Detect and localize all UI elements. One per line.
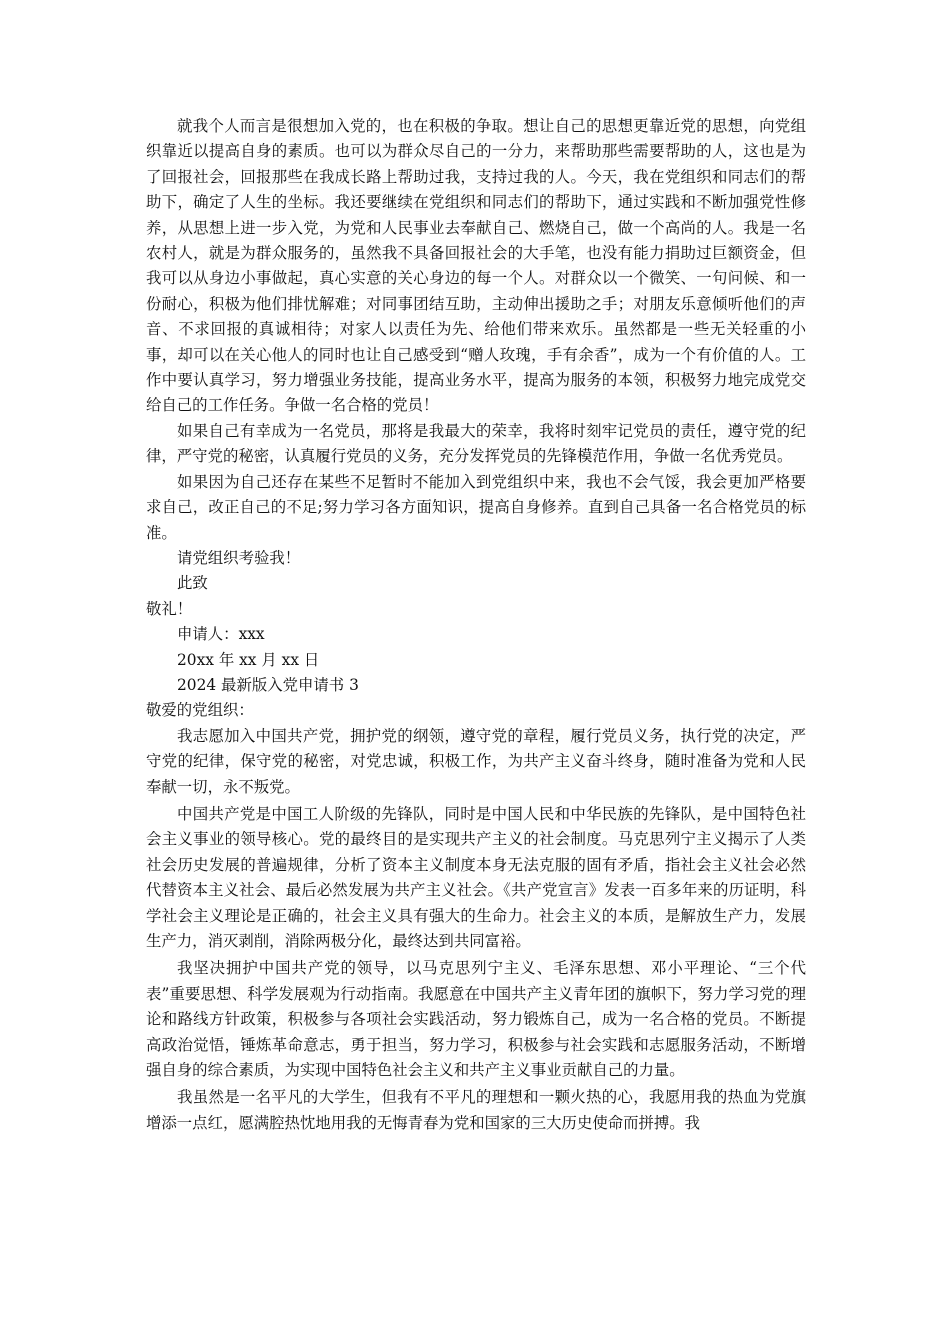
paragraph-aspiration: 我虽然是一名平凡的大学生，但我有不平凡的理想和一颗火热的心，我愿用我的热血为党旗增添一点红，愿满腔热忱地用我的无悔青春为党和国家的三大历史使命而拼搏。我: [146, 1088, 806, 1132]
applicant-line: 申请人：xxx: [177, 625, 265, 644]
closing-line: 请党组织考验我！: [177, 548, 301, 567]
date-line: 20xx 年 xx 月 xx 日: [177, 650, 320, 669]
paragraph-self-improvement: 如果因为自己还存在某些不足暂时不能加入到党组织中来，我也不会气馁，我会更加严格要求自己，改正自己的不足;努力学习各方面知识，提高自身修养。直到自己具备一名合格党员的标准。: [146, 472, 806, 542]
jingli-line: 敬礼！: [146, 599, 193, 618]
salutation-line: 敬爱的党组织：: [146, 701, 254, 720]
document-page: [146, 114, 806, 1136]
cizhi-line: 此致: [177, 574, 208, 593]
section-title: 2024 最新版入党申请书 3: [177, 675, 359, 694]
paragraph-pledge: 我志愿加入中国共产党，拥护党的纲领，遵守党的章程，履行党员义务，执行党的决定，严守党的纪律，保守党的秘密，对党忠诚，积极工作，为共产主义奋斗终身，随时准备为党和人民奉献一切，永不叛党。: [146, 726, 806, 796]
paragraph-honor: 如果自己有幸成为一名党员，那将是我最大的荣幸，我将时刻牢记党员的责任，遵守党的纪律，严守党的秘密，认真履行党员的义务，充分发挥党员的先锋模范作用，争做一名优秀党员。: [146, 421, 806, 466]
paragraph-support: 我坚决拥护中国共产党的领导，以马克思列宁主义、毛泽东思想、邓小平理论、“三个代表”重要思想、科学发展观为行动指南。我愿意在中国共产主义青年团的旗帜下，努力学习党的理论和路线方针政策，积极参与各项社会实践活动，努力锻炼自己，成为一名合格的党员。不断提高政治觉悟，锤炼革命意志，勇于担当，努力学习，积极参与社会实践和志愿服务活动，不断增强自身的综合素质，为实现中国特色社会主义和共产主义事业贡献自己的力量。: [146, 959, 806, 1080]
paragraph-motivation: 就我个人而言是很想加入党的，也在积极的争取。想让自己的思想更靠近党的思想，向党组织靠近以提高自身的素质。也可以为群众尽自己的一分力，来帮助那些需要帮助的人，这也是为了回报社会，回报那些在我成长路上帮助过我，支持过我的人。今天，我在党组织和同志们的帮助下，确定了人生的坐标。我还要继续在党组织和同志们的帮助下，通过实践和不断加强党性修养，从思想上进一步入党，为党和人民事业去奉献自己、燃烧自己，做一个高尚的人。我是一名农村人，就是为群众服务的，虽然我不具备回报社会的大手笔，也没有能力捐助过巨额资金，但我可以从身边小事做起，真心实意的关心身边的每一个人。对群众以一个微笑、一句问候、和一份耐心，积极为他们排忧解难；对同事团结互助，主动伸出援助之手；对朋友乐意倾听他们的声音、不求回报的真诚相待；对家人以责任为先、给他们带来欢乐。虽然都是一些无关轻重的小事，却可以在关心他人的同时也让自己感受到“赠人玫瑰，手有余香”，成为一个有价值的人。工作中要认真学习，努力增强业务技能，提高业务水平，提高为服务的本领，积极努力地完成党交给自己的工作任务。争做一名合格的党员！: [146, 117, 806, 415]
paragraph-party-intro: 中国共产党是中国工人阶级的先锋队，同时是中国人民和中华民族的先锋队，是中国特色社会主义事业的领导核心。党的最终目的是实现共产主义的社会制度。马克思列宁主义揭示了人类社会历史发展的普遍规律，分析了资本主义制度本身无法克服的固有矛盾，指社会主义社会必然代替资本主义社会、最后必然发展为共产主义社会。《共产党宣言》发表一百多年来的历证明，科学社会主义理论是正确的，社会主义具有强大的生命力。社会主义的本质，是解放生产力，发展生产力，消灭剥削，消除两极分化，最终达到共同富裕。: [146, 804, 806, 950]
